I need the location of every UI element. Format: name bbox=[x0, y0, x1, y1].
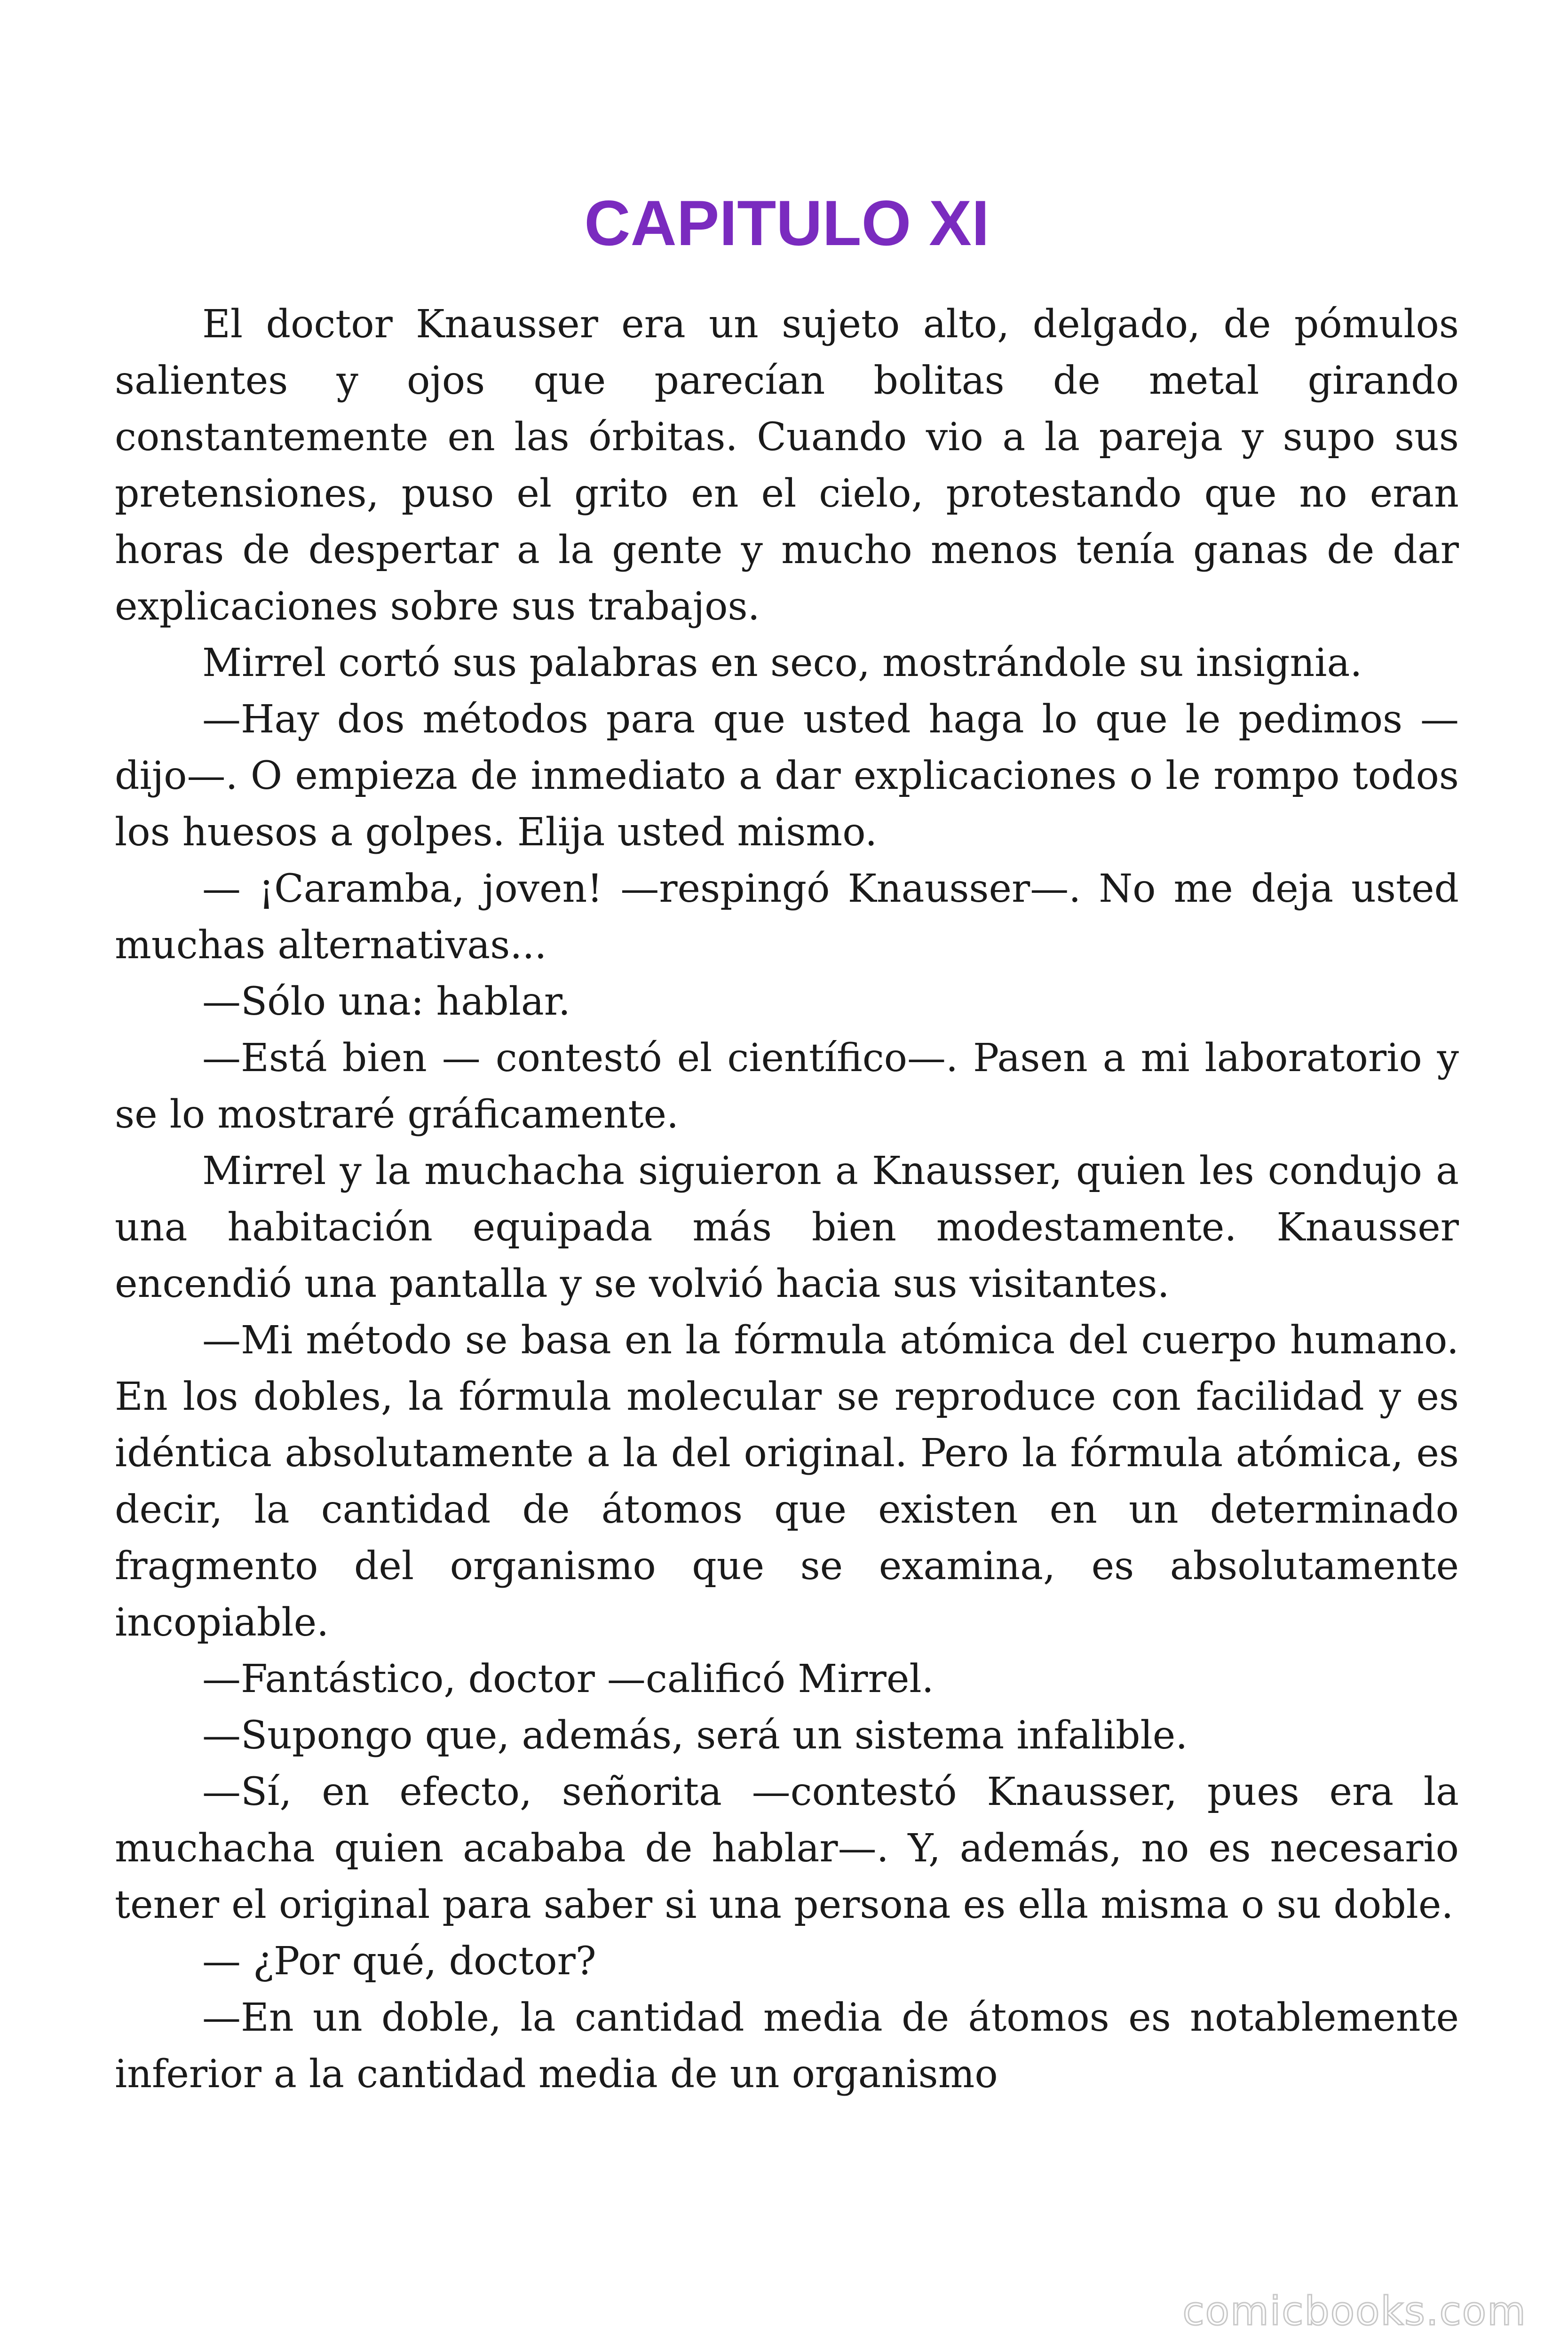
paragraph: —Sí, en efecto, señorita —contestó Knausser, pues era la muchacha quien acababa de hablar—. Y, además, no es necesario tener el original para saber si una persona es ella misma o su doble. bbox=[115, 1769, 1459, 1927]
book-page bbox=[115, 188, 1459, 2103]
paragraph: —Sólo una: hablar. bbox=[202, 979, 570, 1024]
watermark: comicbooks.com bbox=[1182, 2288, 1527, 2334]
paragraph: —Hay dos métodos para que usted haga lo que le pedimos —dijo—. O empieza de inmediato a dar explicaciones o le rompo todos los huesos a golpes. Elija usted mismo. bbox=[115, 697, 1459, 855]
paragraph: El doctor Knausser era un sujeto alto, delgado, de pómulos salientes y ojos que parecían bolitas de metal girando constantemente en las órbitas. Cuando vio a la pareja y supo sus pretensiones, puso el grito en el cielo, protestando que no eran horas de despertar a la gente y mucho menos tenía ganas de dar explicaciones sobre sus trabajos. bbox=[115, 302, 1459, 629]
paragraph: —Está bien — contestó el científico—. Pasen a mi laboratorio y se lo mostraré gráficamente. bbox=[115, 1035, 1459, 1137]
chapter-title: CAPITULO XI bbox=[584, 187, 990, 259]
paragraph: —En un doble, la cantidad media de átomos es notablemente inferior a la cantidad media de un organismo bbox=[115, 1995, 1459, 2097]
paragraph: Mirrel cortó sus palabras en seco, mostrándole su insignia. bbox=[202, 640, 1362, 685]
paragraph: —Supongo que, además, será un sistema infalible. bbox=[202, 1713, 1188, 1758]
paragraph: — ¡Caramba, joven! —respingó Knausser—. No me deja usted muchas alternativas... bbox=[115, 866, 1459, 968]
paragraph: —Fantástico, doctor —calificó Mirrel. bbox=[202, 1656, 934, 1701]
paragraph: — ¿Por qué, doctor? bbox=[202, 1939, 596, 1984]
paragraph: Mirrel y la muchacha siguieron a Knausser, quien les condujo a una habitación equipada más bien modestamente. Knausser encendió una pantalla y se volvió hacia sus visitantes. bbox=[115, 1148, 1459, 1306]
paragraph: —Mi método se basa en la fórmula atómica del cuerpo humano. En los dobles, la fórmula molecular se reproduce con facilidad y es idéntica absolutamente a la del original. Pero la fórmula atómica, es decir, la cantidad de átomos que existen en un determinado fragmento del organismo que se examina, es absolutamente incopiable. bbox=[115, 1318, 1459, 1645]
chapter-body bbox=[115, 296, 1459, 2103]
